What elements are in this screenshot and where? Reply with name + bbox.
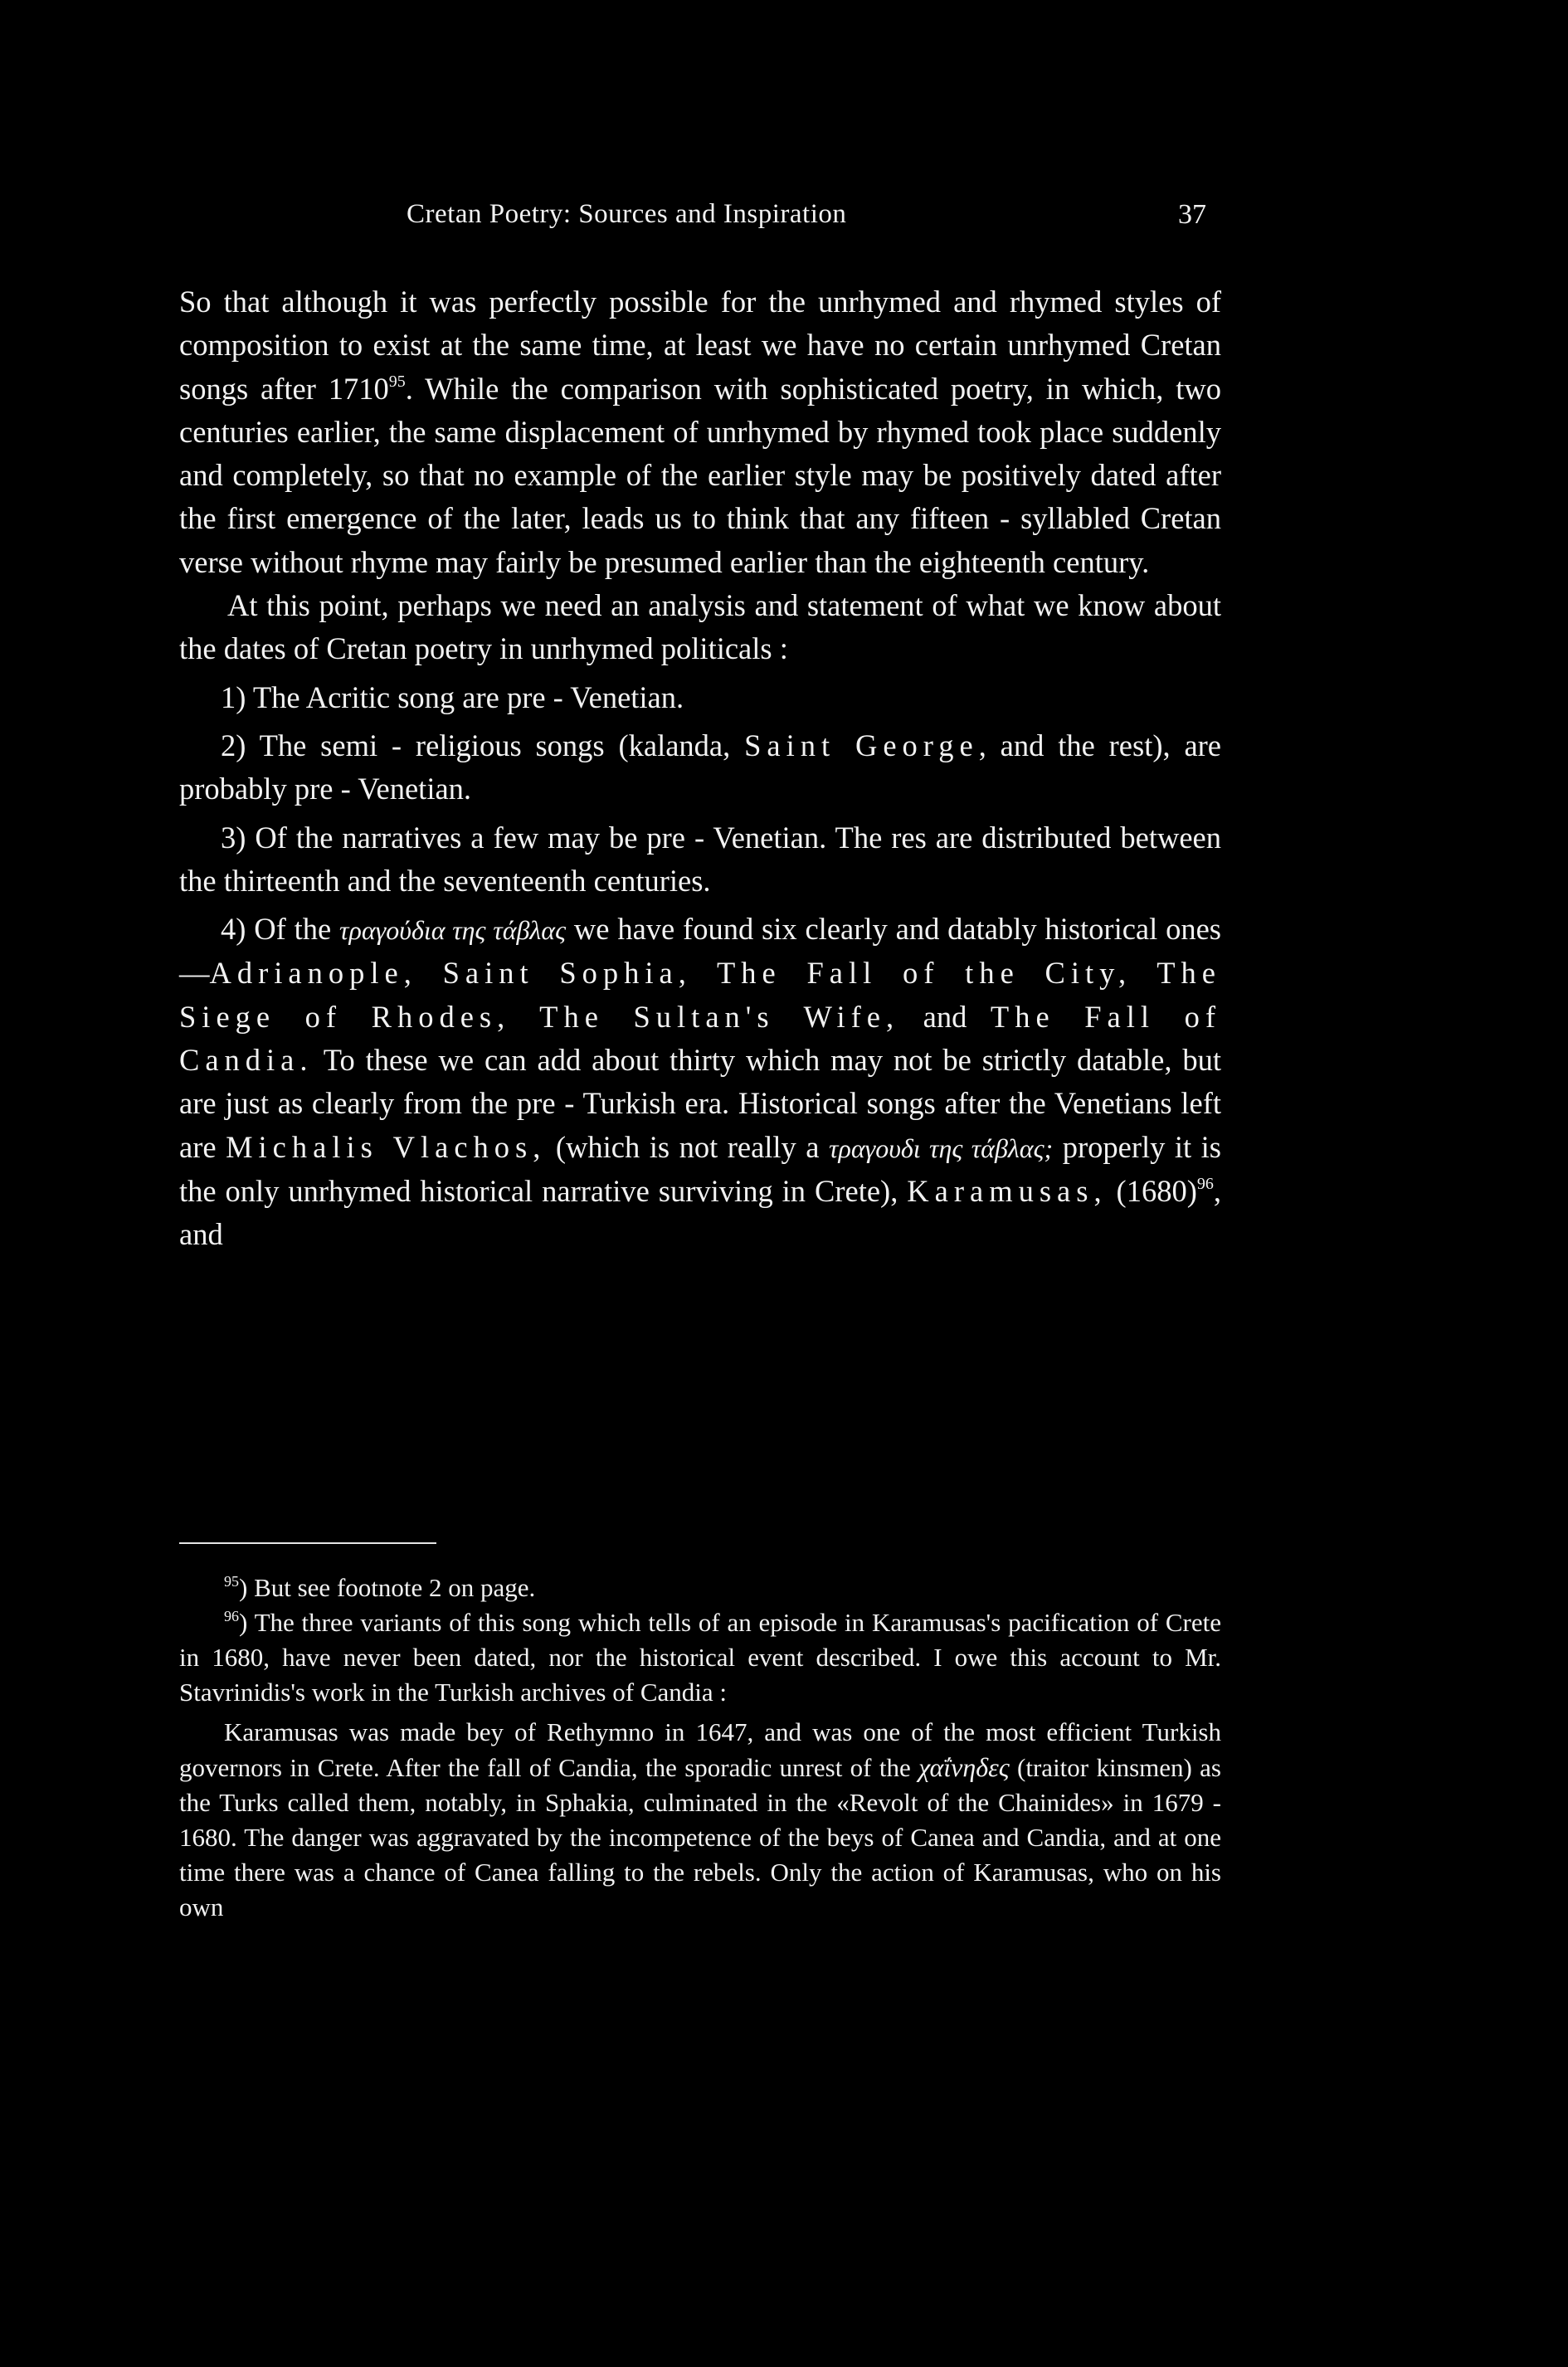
spaced-title: Karamusas, [907,1173,1108,1208]
greek-phrase: χαΐνηδες [918,1752,1010,1782]
spaced-title: The Fall of Candia. [179,999,1221,1078]
spaced-title: Michalis Vlachos, [226,1129,547,1164]
text-run: 4) Of the [221,912,340,947]
text-run: (which is not really a [546,1129,829,1164]
text-run: properly it is the only unrhymed historical narrative surviving in Crete), [179,1129,1221,1208]
footnote-96 [179,1605,1221,1710]
running-head: Cretan Poetry: Sources and Inspiration [407,199,847,229]
text-run: 2) The semi - religious songs (kalanda, [221,728,745,762]
footnote-96-quote [179,1715,1221,1925]
footnote-marker: 95 [224,1573,239,1590]
text-run: Karamusas was made bey of Rethymno in 1647, and was one of the most efficient Turkish governors in Crete. After the fall of Candia, the sporadic unrest of the [179,1717,1221,1782]
footnote-text: ) The three variants of this song which tells of an episode in Karamusas's pacification of Crete in 1680, have never been dated, nor the historical event described. I owe this account to Mr. Stavrinidis's work in the Turkish archives of Candia : [179,1608,1221,1707]
spaced-title: Saint George [744,728,979,762]
paragraph-1 [179,280,1221,584]
footnote-95 [179,1571,1221,1605]
footnote-rule [179,1542,436,1544]
list-item-3: 3) Of the narratives a few may be pre - Venetian. The res are distributed between the thirteenth and the seventeenth centuries. [179,820,1221,898]
text-run: (traitor kinsmen) as the Turks called them, notably, in Sphakia, culminated in the «Revolt of the Chainides» in 1679 - 1680. The danger was aggravated by the incompetence of the beys of Canea and Candia, and at one time there was a chance of Canea falling to the rebels. Only the action of Karamusas, who on his own [179,1753,1221,1921]
footnotes [179,1571,1221,1925]
greek-phrase: τραγουδι της τάβλας; [829,1132,1054,1163]
text-run: , and the rest), are probably pre - Venetian. [179,728,1222,806]
page-number: 37 [1178,199,1206,230]
text-run: (1680) [1107,1173,1197,1208]
list-item-2 [179,724,1221,811]
list-item-4 [179,908,1221,1256]
body-text [179,280,1221,1257]
spaced-titles: Adrianople, Saint Sophia, The Fall of the City, The Siege of Rhodes, The Sultan's Wife, [179,956,1221,1034]
page-header [0,199,1568,241]
text-run: and [899,999,991,1034]
list-item-1: 1) The Acritic song are pre - Venetian. [221,679,684,714]
footnote-text: ) But see footnote 2 on page. [239,1573,536,1602]
greek-phrase: τραγούδια της τάβλας [339,915,567,946]
paragraph-2: At this point, perhaps we need an analysis and statement of what we know about the dates of Cretan poetry in unrhymed politicals : [179,588,1221,666]
footnote-ref-95: 95 [388,372,406,391]
footnote-marker: 96 [224,1608,239,1624]
text-run: To these we can add about thirty which may not be strictly datable, but are just as clearly from the pre - Turkish era. Historical songs after the Venetians left are [179,1043,1221,1164]
text-run: So that although it was perfectly possible for the unrhymed and rhymed styles of composition to exist at the same time, at least we have no certain unrhymed Cretan songs after 1710 [179,285,1221,406]
footnote-ref-96: 96 [1196,1174,1214,1193]
text-run: , and [179,1173,1221,1252]
text-run: . While the comparison with sophisticated poetry, in which, two centuries earlier, the same displacement of unrhymed by rhymed took place suddenly and completely, so that no example of the earlier style may be positively dated after the first emergence of the later, leads us to think that any fifteen - syllabled Cretan verse without rhyme may fairly be presumed earlier than the eighteenth century. [179,371,1221,579]
text-run: we have found six clearly and datably historical ones— [179,912,1221,991]
